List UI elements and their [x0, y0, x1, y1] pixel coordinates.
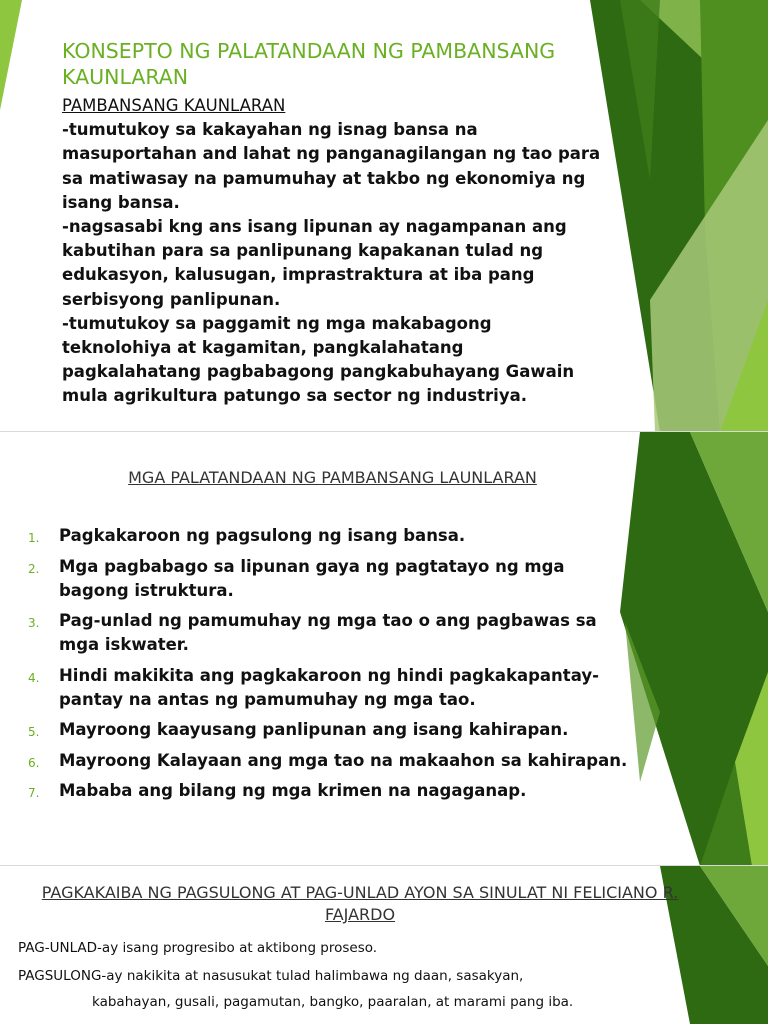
- list-text: Mababa ang bilang ng mga krimen na nagaganap.: [59, 781, 527, 800]
- list-text: Pagkakaroon ng pagsulong ng isang bansa.: [59, 526, 466, 545]
- slide-konsepto: [0, 0, 768, 432]
- slide-body: [62, 94, 602, 409]
- list-text: Mayroong kaayusang panlipunan ang isang kahirapan.: [59, 720, 569, 739]
- paragraph-3: -tumutukoy sa paggamit ng mga makabagong teknolohiya at kagamitan, pangkalahatang pagkalahatang pagbabagong pangkabuhayang Gawain mula agrikultura patungo sa sector ng industriya.: [62, 313, 575, 406]
- list-number: 7.: [28, 786, 40, 800]
- list-number: 6.: [28, 755, 40, 770]
- palatandaan-list: [28, 524, 628, 810]
- list-title: MGA PALATANDAAN NG PAMBANSANG LAUNLARAN: [128, 468, 537, 487]
- definition-pagsulong-continued: kabahayan, gusali, pagamutan, bangko, paaralan, at marami pang iba.: [92, 994, 574, 1010]
- slide-pagkakaiba: [0, 866, 768, 1024]
- list-item: [28, 524, 628, 548]
- list-number: 5.: [28, 725, 40, 739]
- list-text: Mga pagbabago sa lipunan gaya ng pagtatayo ng mga bagong istruktura.: [59, 556, 565, 600]
- list-item: [28, 718, 628, 742]
- list-item: [28, 749, 628, 773]
- paragraph-2: -nagsasabi kng ans isang lipunan ay nagampanan ang kabutihan para sa panlipunang kapakanan tulad ng edukasyon, kalusugan, imprastraktura at iba pang serbisyong panlipunan.: [62, 217, 567, 309]
- list-number: 4.: [28, 670, 40, 685]
- list-item: [28, 664, 628, 712]
- list-text: Mayroong Kalayaan ang mga tao na makaahon sa kahirapan.: [59, 750, 628, 770]
- definition-pag-unlad: PAG-UNLAD-ay isang progresibo at aktibong proseso.: [18, 940, 378, 956]
- list-number: 3.: [28, 616, 40, 630]
- paragraph-1: -tumutukoy sa kakayahan ng isnag bansa na masuportahan and lahat ng panganagilangan ng tao para sa matiwasay na pamumuhay at takbo ng ekonomiya ng isang bansa.: [62, 120, 601, 212]
- subheading: PAMBANSANG KAUNLARAN: [62, 96, 286, 115]
- slide-palatandaan: [0, 432, 768, 866]
- list-item: [28, 609, 628, 657]
- list-text: Pag-unlad ng pamumuhay ng mga tao o ang pagbawas sa mga iskwater.: [59, 611, 597, 654]
- list-text: Hindi makikita ang pagkakaroon ng hindi pagkakapantay-pantay na antas ng pamumuhay ng mga tao.: [59, 665, 599, 709]
- list-item: [28, 779, 628, 803]
- section-title: PAGKAKAIBA NG PAGSULONG AT PAG-UNLAD AYON SA SINULAT NI FELICIANO R. FAJARDO: [41, 883, 679, 924]
- list-item: [28, 555, 628, 603]
- slide-title: KONSEPTO NG PALATANDAAN NG PAMBANSANG KAUNLARAN: [62, 39, 556, 89]
- definition-pagsulong: PAGSULONG-ay nakikita at nasusukat tulad halimbawa ng daan, sasakyan,: [18, 968, 524, 984]
- list-number: 2.: [28, 561, 40, 576]
- list-number: 1.: [28, 531, 40, 545]
